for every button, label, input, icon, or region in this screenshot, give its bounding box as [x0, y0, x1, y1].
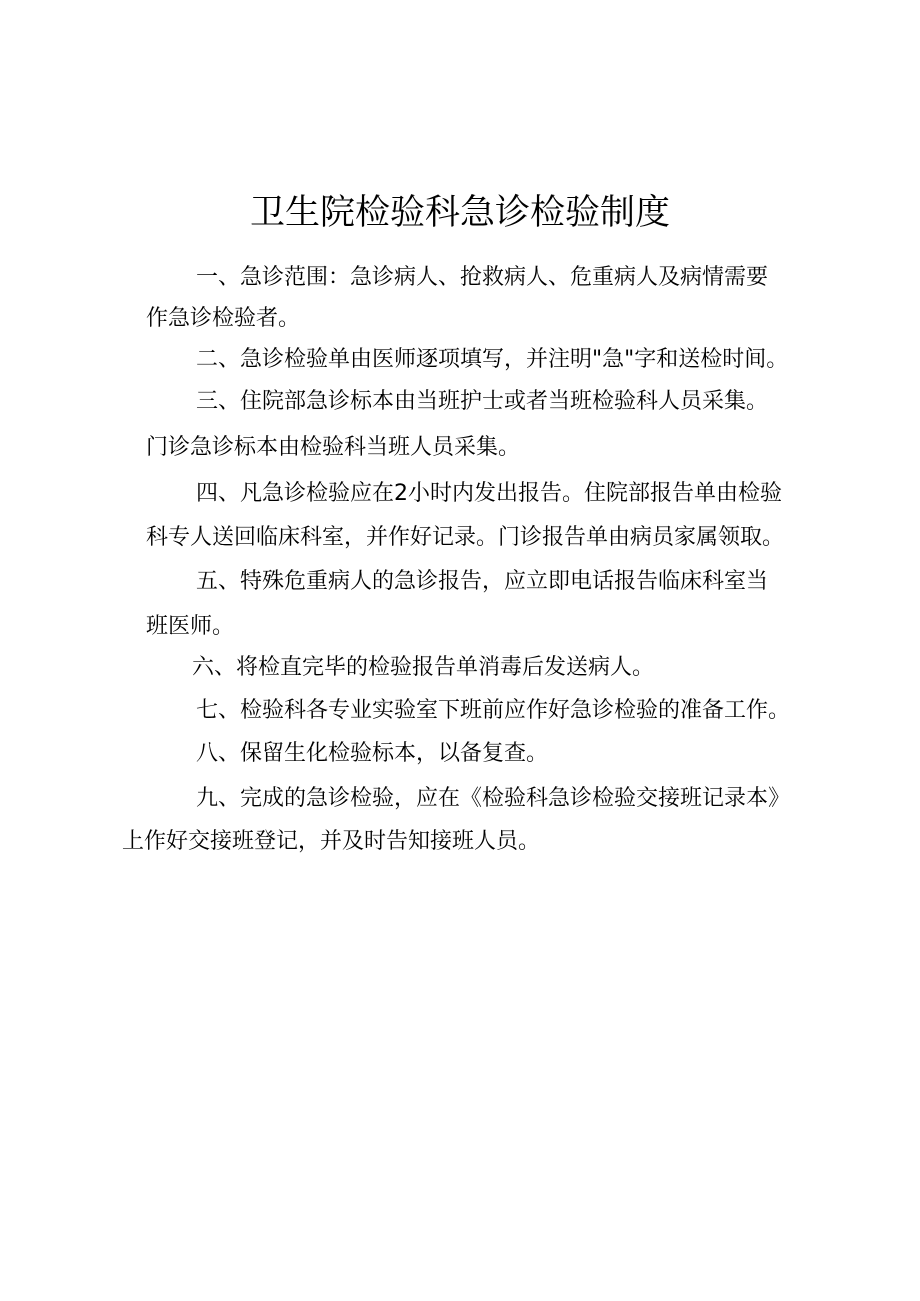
- clause-2-line-1: 二、急诊检验单由医师逐项填写，并注明"急"字和送检时间。: [196, 347, 789, 372]
- clause-3-line-2: 门诊急诊标本由检验科当班人员采集。: [146, 435, 521, 460]
- clause-5-line-2: 班医师。: [146, 614, 235, 639]
- clause-8-line-1: 八、保留生化检验标本，以备复查。: [196, 741, 549, 766]
- clause-4-line-2: 科专人送回临床科室，并作好记录。门诊报告单由病员家属领取。: [146, 525, 785, 550]
- clause-4-line-1: 四、凡急诊检验应在2小时内发出报告。住院部报告单由检验: [196, 481, 782, 506]
- clause-1-line-1: 一、急诊范围：急诊病人、抢救病人、危重病人及病情需要: [196, 265, 769, 290]
- clause-1-line-2: 作急诊检验者。: [146, 306, 301, 331]
- clause-9-line-1: 九、完成的急诊检验，应在《检验科急诊检验交接班记录本》: [196, 786, 791, 811]
- clause-6-line-1: 六、将检直完毕的检验报告单消毒后发送病人。: [192, 655, 655, 680]
- clause-7-line-1: 七、检验科各专业实验室下班前应作好急诊检验的准备工作。: [196, 698, 791, 723]
- clause-3-line-1: 三、住院部急诊标本由当班护士或者当班检验科人员采集。: [196, 389, 769, 414]
- document-title: 卫生院检验科急诊检验制度: [249, 193, 670, 233]
- clause-9-line-2: 上作好交接班登记，并及时告知接班人员。: [122, 829, 541, 854]
- clause-5-line-1: 五、特殊危重病人的急诊报告，应立即电话报告临床科室当: [196, 569, 769, 594]
